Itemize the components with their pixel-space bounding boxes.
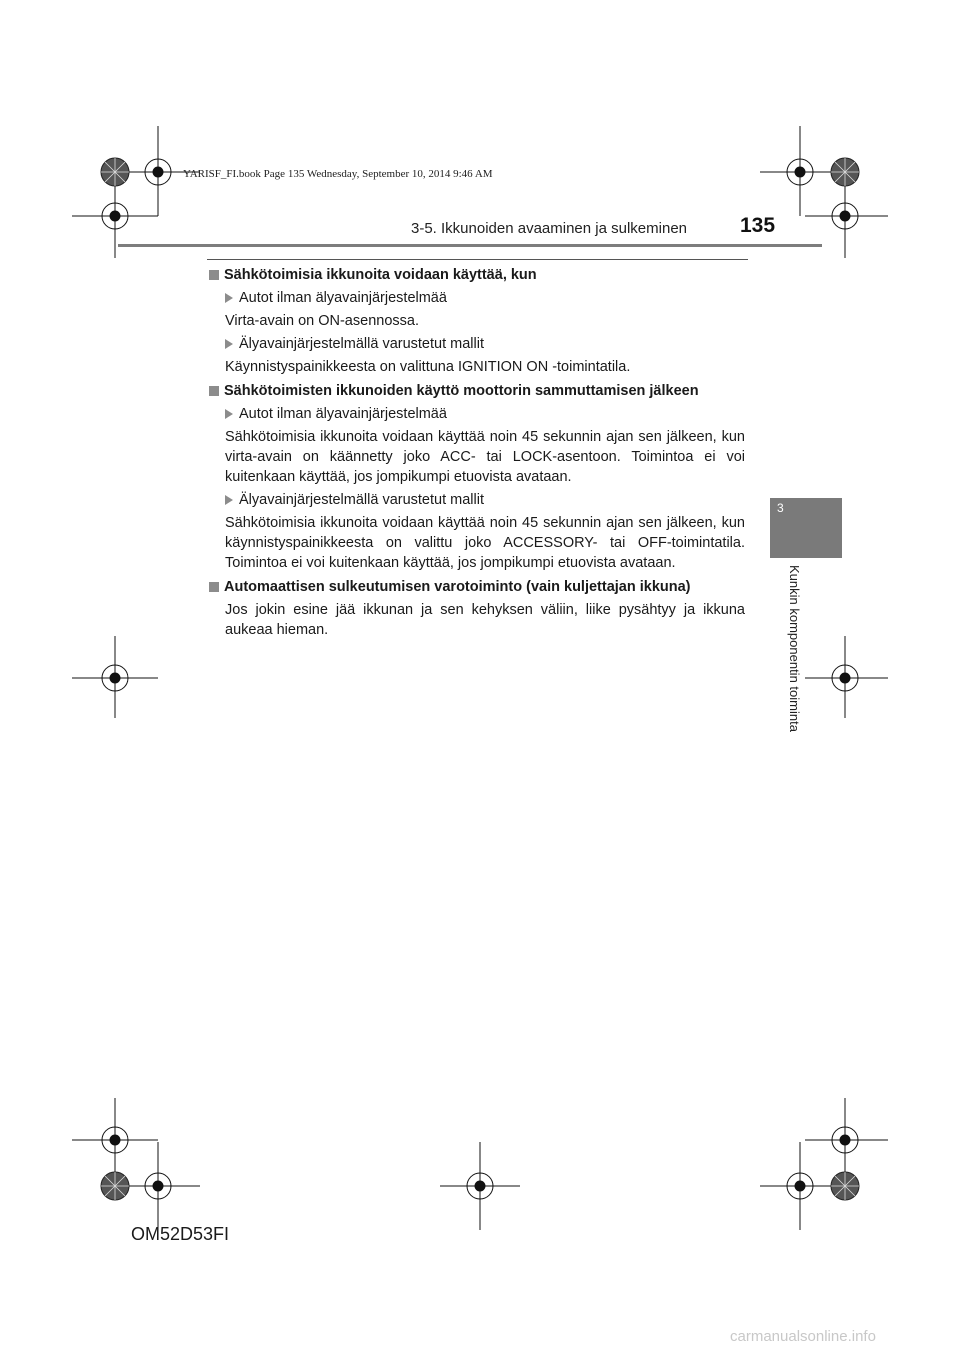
chapter-number: 3 (777, 501, 784, 515)
page-number: 135 (740, 214, 776, 237)
section-heading: Automaattisen sulkeutumisen varotoiminto (vain kuljettajan ikkuna) (209, 577, 745, 597)
content (209, 265, 745, 640)
subsection-label: Älyavainjärjestelmällä varustetut mallit (225, 334, 745, 354)
paragraph: Sähkötoimisia ikkunoita voidaan käyttää noin 45 sekunnin ajan sen jälkeen, kun virta-avain on käännetty joko ACC- tai LOCK-asentoon. Toimintoa ei voi kuitenkaan käyttää, jos jompikumpi etuovista avataan. (225, 429, 745, 485)
triangle-bullet-icon (225, 409, 233, 419)
subsection-label: Älyavainjärjestelmällä varustetut mallit (225, 490, 745, 510)
paragraph: Virta-avain on ON-asennossa. (225, 313, 419, 329)
square-bullet-icon (209, 386, 219, 396)
header-rule (118, 244, 822, 247)
square-bullet-icon (209, 582, 219, 592)
paragraph: Jos jokin esine jää ikkunan ja sen kehyksen väliin, liike pysähtyy ja ikkuna aukeaa hieman. (225, 602, 745, 638)
paragraph: Käynnistyspainikkeesta on valittuna IGNITION ON -toimintatila. (225, 359, 631, 375)
triangle-bullet-icon (225, 293, 233, 303)
chapter-title: Kunkin komponentin toiminta (787, 565, 802, 732)
watermark: carmanualsonline.info (730, 1328, 876, 1345)
subsection-label: Autot ilman älyavainjärjestelmää (225, 288, 745, 308)
triangle-bullet-icon (225, 495, 233, 505)
triangle-bullet-icon (225, 339, 233, 349)
content-rule (207, 259, 748, 260)
square-bullet-icon (209, 270, 219, 280)
subsection-label: Autot ilman älyavainjärjestelmää (225, 404, 745, 424)
section-heading: Sähkötoimisten ikkunoiden käyttö moottorin sammuttamisen jälkeen (209, 381, 745, 401)
book-meta: YARISF_FI.book Page 135 Wednesday, September 10, 2014 9:46 AM (183, 168, 493, 180)
section-heading: Sähkötoimisia ikkunoita voidaan käyttää, kun (209, 265, 745, 285)
paragraph: Sähkötoimisia ikkunoita voidaan käyttää noin 45 sekunnin ajan sen jälkeen, kun käynnistyspainikkeesta on valittu joko ACCESSORY- tai OFF-toimintatila. Toimintoa ei voi kuitenkaan käyttää, jos jompikumpi etuovista avataan. (225, 515, 745, 571)
section-title: 3-5. Ikkunoiden avaaminen ja sulkeminen (411, 220, 687, 237)
footer-code: OM52D53FI (131, 1224, 230, 1244)
